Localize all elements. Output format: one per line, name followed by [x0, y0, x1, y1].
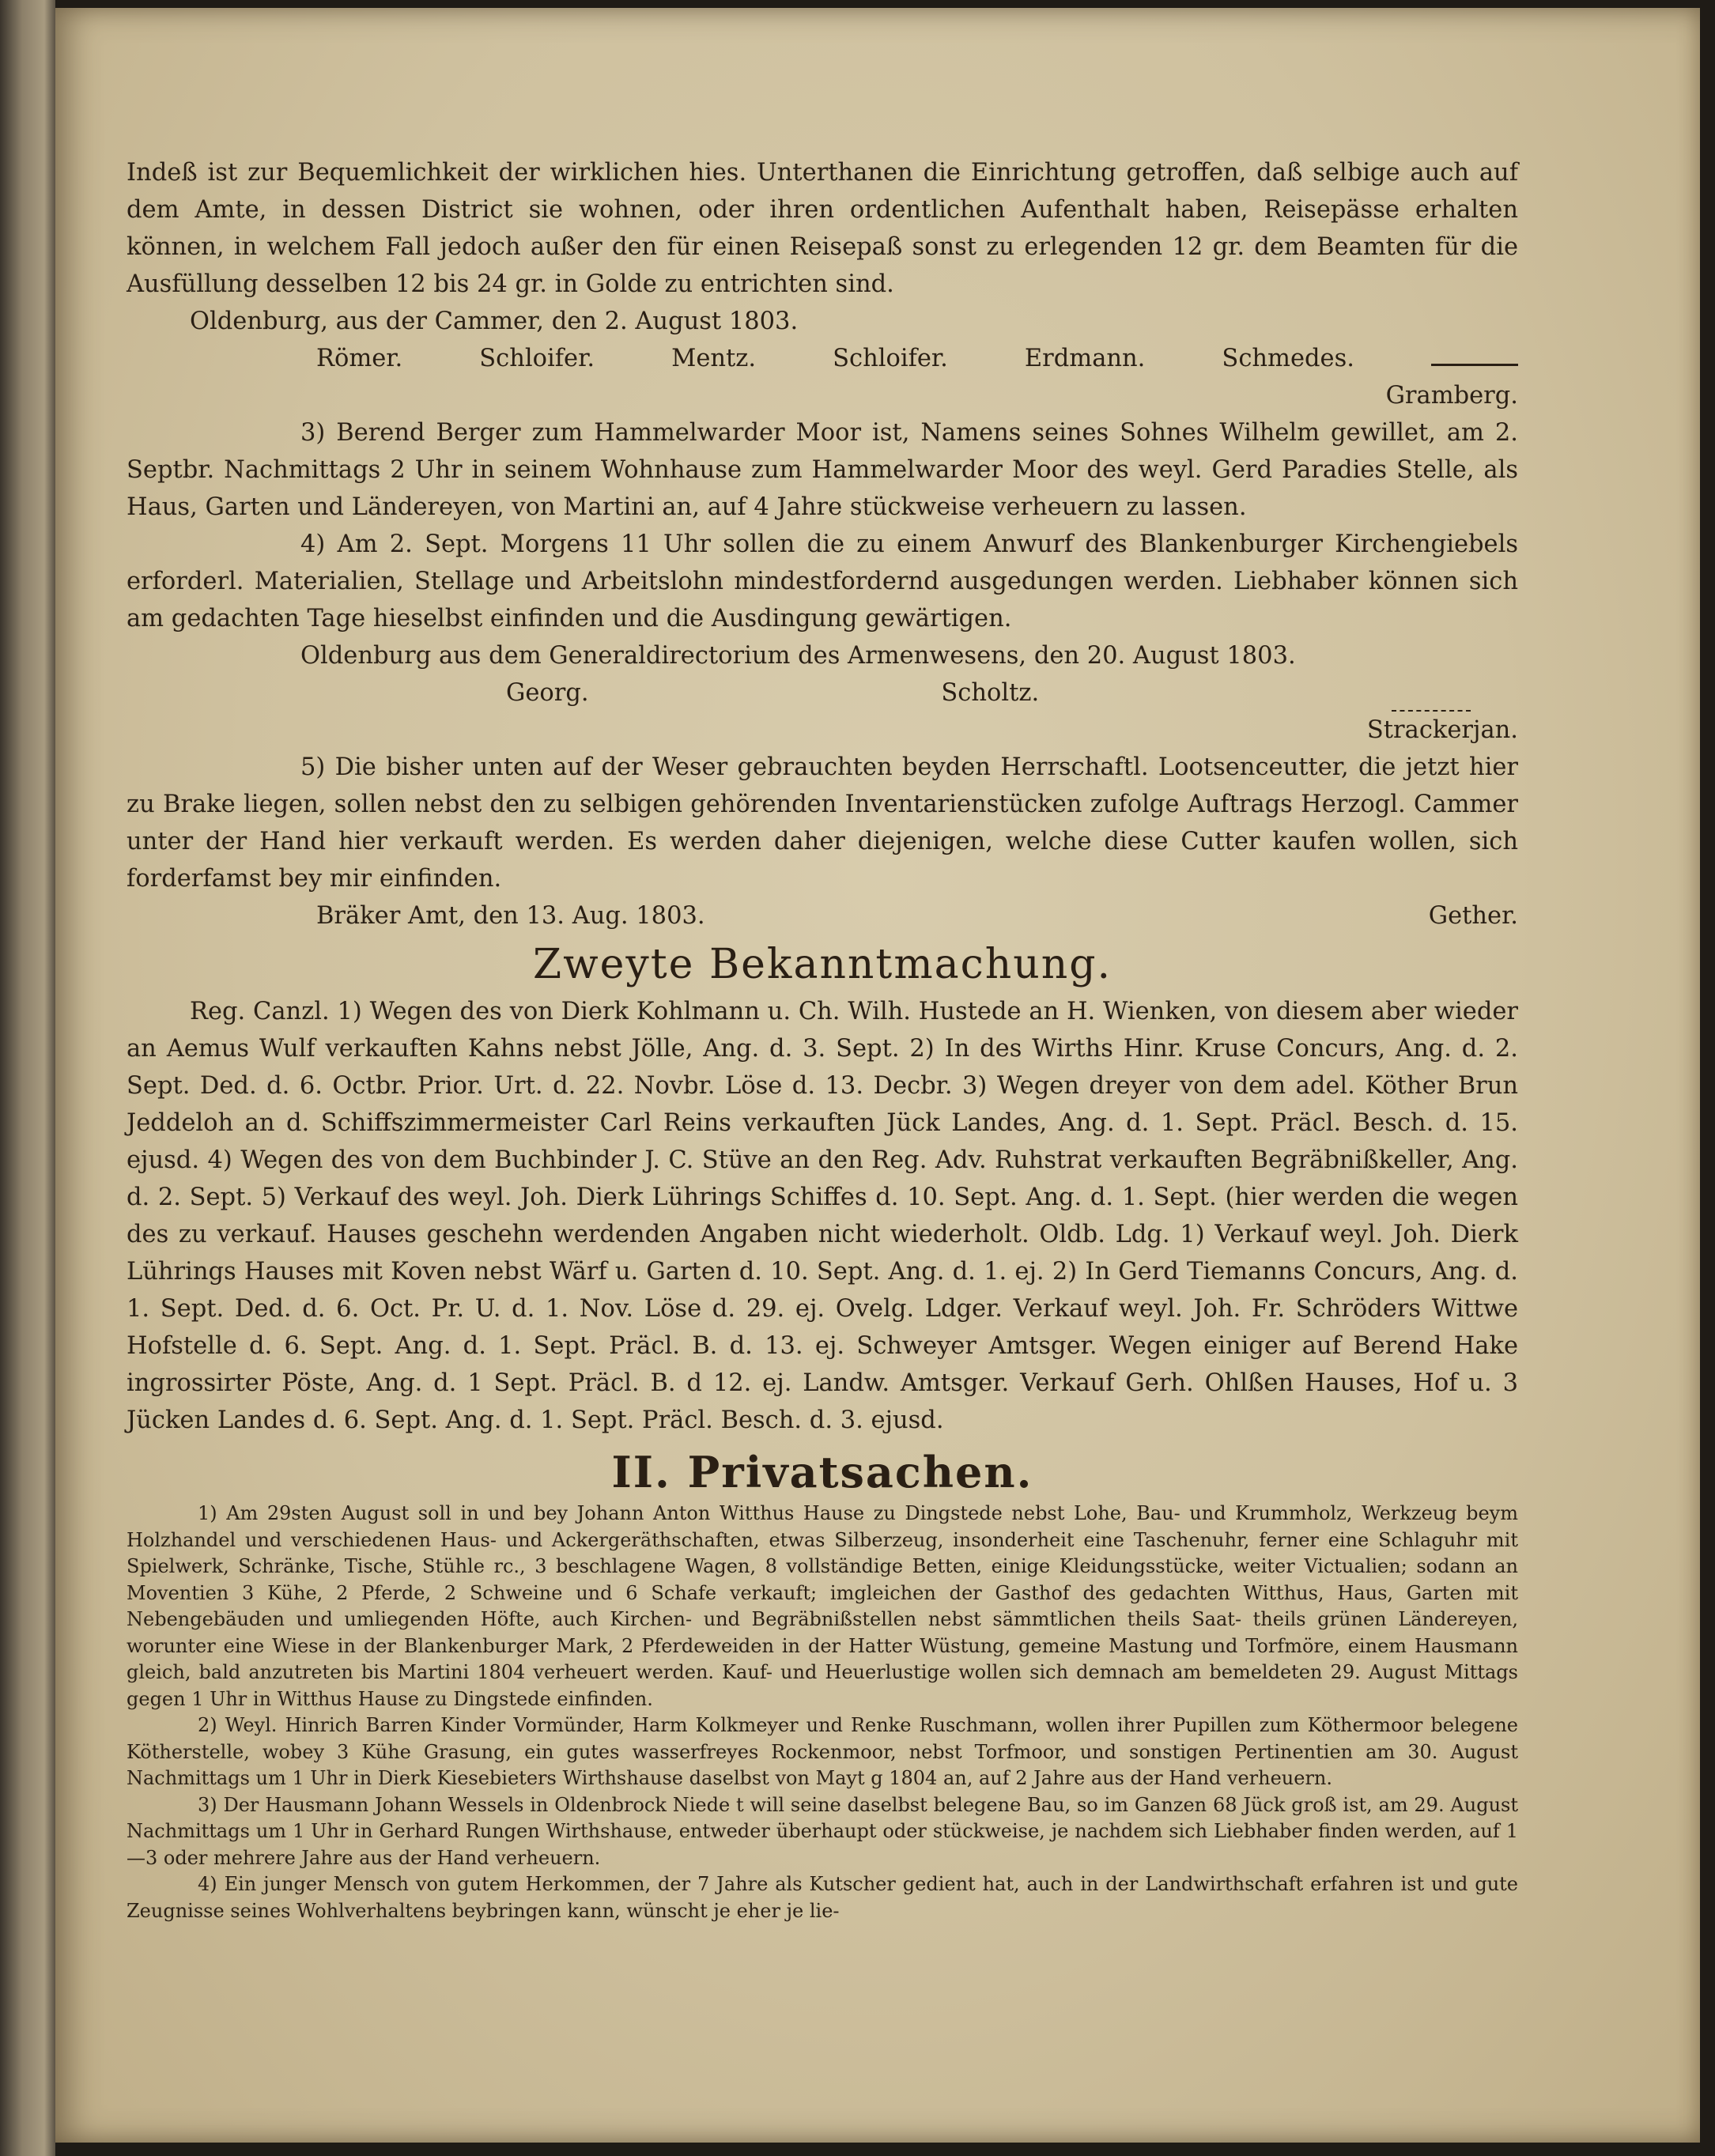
notice-item-5: 5) Die bisher unten auf der Weser gebrauchten beyden Herrschaftl. Lootsenceutter, die jetzt hier zu Brake liegen, sollen nebst den zu selbigen gehörenden Inventarienstücken zufolge Auftrags Herzogl. Cammer unter der Hand hier verkauft werden. Es werden daher diejenigen, welche diese Cutter kaufen wollen, sich forderfamst bey mir einfinden.: [127, 753, 1518, 893]
signer: Mentz.: [671, 345, 757, 372]
zweyte-bekanntmachung-text: Reg. Canzl. 1) Wegen des von Dierk Kohlmann u. Ch. Wilh. Hustede an H. Wienken, von diesem aber wieder an Aemus Wulf verkauften Kahns nebst Jölle, Ang. d. 3. Sept. 2) In des Wirths Hinr. Kruse Concurs, Ang. d. 2. Sept. Ded. d. 6. Octbr. Prior. Urt. d. 22. Novbr. Löse d. 13. Decbr. 3) Wegen dreyer von dem adel. Köther Brun Jeddeloh an d. Schiffszimmermeister Carl Reins verkauften Jück Landes, Ang. d. 1. Sept. Präcl. Besch. d. 15. ejusd. 4) Wegen des von dem Buchbinder J. C. Stüve an den Reg. Adv. Ruhstrat verkauften Begräbnißkeller, Ang. d. 2. Sept. 5) Verkauf des weyl. Joh. Dierk Lührings Schiffes d. 10. Sept. Ang. d. 1. Sept. (hier werden die wegen des zu verkauf. Hauses geschehn werdenden Angaben nicht wiederholt. Oldb. Ldg. 1) Verkauf weyl. Joh. Dierk Lührings Hauses mit Koven nebst Wärf u. Garten d. 10. Sept. Ang. d. 1. ej. 2) In Gerd Tiemanns Concurs, Ang. d. 1. Sept. Ded. d. 6. Oct. Pr. U. d. 1. Nov. Löse d. 29. ej. Ovelg. Ldger. Verkauf weyl. Joh. Fr. Schröders Wittwe Hofstelle d. 6. Sept. Ang. d. 1. Sept. Präcl. B. d. 13. ej. Schweyer Amtsger. Wegen einiger auf Berend Hake ingrossirter Pöste, Ang. d. 1 Sept. Präcl. B. d 12. ej. Landw. Amtsger. Verkauf Gerh. Ohlßen Hauses, Hof u. 3 Jücken Landes d. 6. Sept. Ang. d. 1. Sept. Präcl. Besch. d. 3. ejusd.: [127, 998, 1518, 1434]
privat-item-2: 2) Weyl. Hinrich Barren Kinder Vormünder, Harm Kolkmeyer und Renke Ruschmann, wollen ihrer Pupillen zum Köthermoor belegene Kötherstelle, wobey 3 Kühe Grasung, ein gutes wasserfreyes Rockenmoor, nebst Torfmoor, und sonstigen Pertinentien am 30. August Nachmittags um 1 Uhr in Dierk Kiesebieters Wirthshause daselbst von Mayt g 1804 an, auf 2 Jahre aus der Hand verheuern.: [127, 1714, 1518, 1789]
privat-item-3: 3) Der Hausmann Johann Wessels in Oldenbrock Niede t will seine daselbst belegene Bau, so im Ganzen 68 Jück groß ist, am 29. August Nachmittags um 1 Uhr in Gerhard Rungen Wirthshause, entweder überhaupt oder stückweise, je nachdem sich Liebhaber finden werden, auf 1—3 oder mehrere Jahre aus der Hand verheuern.: [127, 1793, 1518, 1869]
cammer-signers: [127, 340, 1518, 377]
item4-signers: [127, 674, 1518, 712]
notice-item-4: 4) Am 2. Sept. Morgens 11 Uhr sollen die zu einem Anwurf des Blankenburger Kirchengiebels erforderl. Materialien, Stellage und Arbeitslohn mindestfordernd ausgedungen werden. Liebhaber können sich am gedachten Tage hieselbst einfinden und die Ausdingung gewärtigen.: [127, 531, 1518, 632]
signer: Scholtz.: [941, 679, 1040, 707]
item4-last-signer: Strackerjan.: [1366, 716, 1518, 744]
signer: Erdmann.: [1024, 345, 1146, 372]
page-content: [127, 154, 1518, 1924]
item5-footer: [127, 897, 1518, 935]
privat-item-4: 4) Ein junger Mensch von gutem Herkommen, der 7 Jahre als Kutscher gedient hat, auch in der Landwirthschaft erfahren ist und gute Zeugnisse seines Wohlverhaltens beybringen kann, wünscht je eher je lie-: [127, 1873, 1518, 1922]
signature-rule: [1431, 364, 1518, 366]
item5-signer: Gether.: [1428, 902, 1518, 930]
signer: Schloifer.: [479, 345, 595, 372]
privat-item-1: 1) Am 29sten August soll in und bey Johann Anton Witthus Hause zu Dingstede nebst Lohe, Bau- und Krummholz, Werkzeug beym Holzhandel und verschiedenen Haus- und Ackergeräthschaften, etwas Silberzeug, insonderheit eine Taschenuhr, ferner eine Schlaguhr mit Spielwerk, Schränke, Tische, Stühle rc., 3 beschlagene Wagen, 8 vollständige Betten, einige Kleidungsstücke, weiter Victualien; sodann an Moventien 3 Kühe, 2 Pferde, 2 Schweine und 6 Schafe verkauft; imgleichen der Gasthof des gedachten Witthus, Haus, Garten mit Nebengebäuden und umliegenden Höfte, auch Kirchen- und Begräbnißstellen nebst sämmtlichen theils Saat- theils grünen Ländereyen, worunter eine Wiese in der Blankenburger Mark, 2 Pferdeweiden in der Hatter Wüstung, gemeine Mastung und Torfmöre, einem Hausmann gleich, bald anzutreten bis Martini 1804 verheuert werden. Kauf- und Heuerlustige wollen sich demnach am bemeldeten 29. August Mittags gegen 1 Uhr in Witthus Hause zu Dingstede einfinden.: [127, 1502, 1518, 1710]
intro-paragraph: Indeß ist zur Bequemlichkeit der wirklichen hies. Unterthanen die Einrichtung getroffen, daß selbige auch auf dem Amte, in dessen District sie wohnen, oder ihren ordentlichen Aufenthalt haben, Reisepässe erhalten können, in welchem Fall jedoch außer den für einen Reisepaß sonst zu erlegenden 12 gr. dem Beamten für die Ausfüllung desselben 12 bis 24 gr. in Golde zu entrichten sind.: [127, 159, 1518, 298]
item4-place-date: Oldenburg aus dem Generaldirectorium des Armenwesens, den 20. August 1803.: [300, 642, 1296, 670]
cammer-place-date: Oldenburg, aus der Cammer, den 2. August 1803.: [190, 308, 799, 335]
signer: Georg.: [506, 679, 589, 707]
heading-zweyte-bekanntmachung: Zweyte Bekanntmachung.: [532, 941, 1112, 988]
signer: Schloifer.: [833, 345, 948, 372]
document-page: [55, 8, 1700, 2143]
signer: Römer.: [316, 345, 403, 372]
signer: Schmedes.: [1222, 345, 1354, 372]
signature-rule: [1392, 674, 1471, 712]
notice-item-3: 3) Berend Berger zum Hammelwarder Moor ist, Namens seines Sohnes Wilhelm gewillet, am 2. Septbr. Nachmittags 2 Uhr in seinem Wohnhause zum Hammelwarder Moor des weyl. Gerd Paradies Stelle, als Haus, Garten und Ländereyen, von Martini an, auf 4 Jahre stückweise verheuern zu lassen.: [127, 419, 1518, 521]
heading-privatsachen: II. Privatsachen.: [611, 1447, 1033, 1497]
cammer-last-signer: Gramberg.: [1385, 382, 1518, 410]
privatsachen-section: [127, 1501, 1518, 1924]
facing-page-edge: [0, 0, 55, 2156]
item5-place-date: Bräker Amt, den 13. Aug. 1803.: [316, 902, 705, 930]
